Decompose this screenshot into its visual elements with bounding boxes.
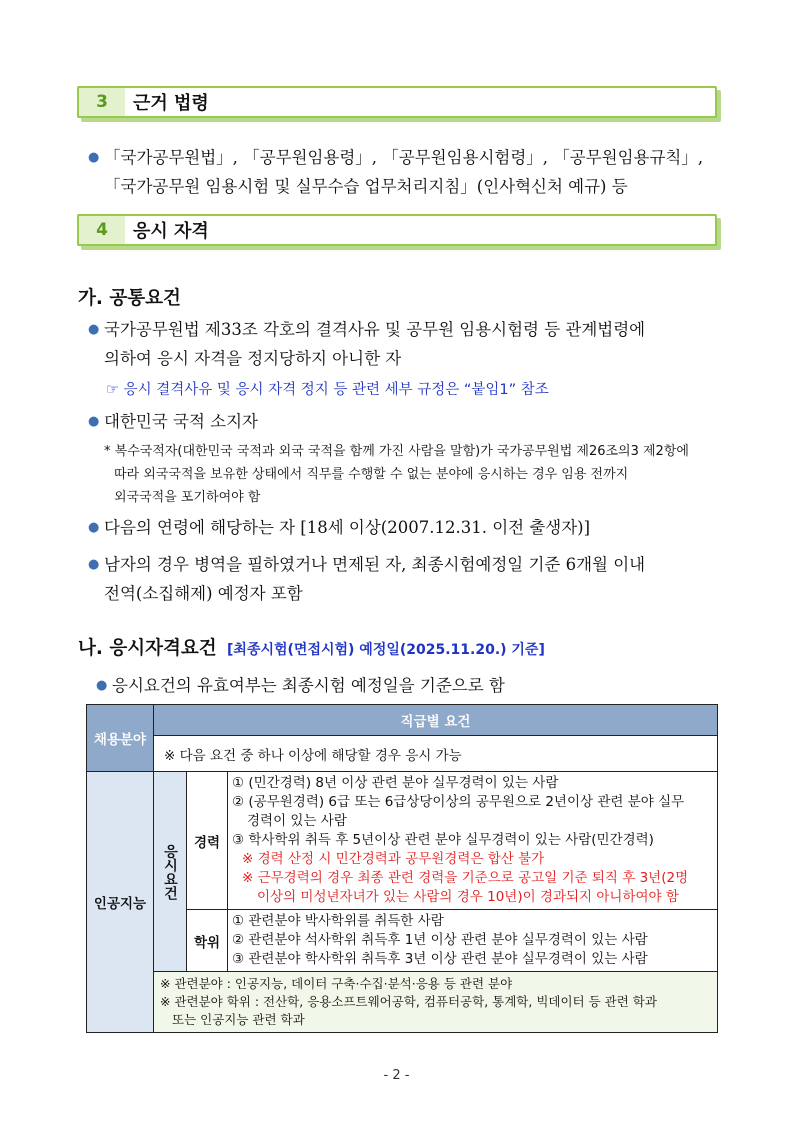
bullet-icon: ● [88, 150, 100, 165]
career-item: 경력이 있는 사람 [247, 813, 347, 829]
footnote: ※ 관련분야 학위 : 전산학, 응용소프트웨어공학, 컴퓨터공학, 통계학, 빅데이터 등 관련 학과 [160, 994, 657, 1009]
common-bullet-2 [88, 407, 258, 436]
common-b2: 대한민국 국적 소지자 [104, 412, 258, 431]
note-line-2: 따라 외국국적을 보유한 상태에서 직무를 수행할 수 없는 분야에 응시하는 경우 임용 전까지 [114, 467, 629, 482]
career-item: ③ 학사학위 취득 후 5년이상 관련 분야 실무경력이 있는 사람(민간경력) [232, 832, 654, 848]
note-line-1: * 복수국적자(대한민국 국적과 외국 국적을 함께 가진 사람을 말함)가 국가공무원법 제26조의3 제2항에 [104, 444, 689, 459]
note-line-3: 외국국적을 포기하여야 함 [114, 490, 261, 505]
requirements-intro: ※ 다음 요건 중 하나 이상에 해당할 경우 응시 가능 [154, 736, 718, 772]
career-label: 경력 [187, 772, 228, 910]
laws-bullet [88, 143, 704, 201]
career-note: 이상의 미성년자녀가 있는 사람의 경우 10년)이 경과되지 아니하여야 함 [257, 889, 679, 905]
section-title: 응시 자격 [133, 221, 209, 242]
qualification-title: 나. 응시자격요건 [78, 638, 217, 659]
bullet-icon: ● [88, 322, 100, 337]
career-item: ① (민간경력) 8년 이상 관련 분야 실무경력이 있는 사람 [232, 775, 559, 791]
bullet-icon: ● [88, 557, 100, 572]
footnote: ※ 관련분야 : 인공지능, 데이터 구축·수집·분석·응용 등 관련 분야 [160, 976, 513, 991]
section-title: 근거 법령 [133, 93, 209, 114]
qualification-bullet-text: 응시요건의 유효여부는 최종시험 예정일을 기준으로 함 [112, 676, 505, 695]
section-heading-eligibility [77, 214, 717, 246]
degree-requirements [228, 910, 718, 972]
section-number: 3 [79, 88, 125, 116]
table-footnotes [154, 972, 718, 1033]
career-requirements [228, 772, 718, 910]
degree-item: ① 관련분야 박사학위를 취득한 사람 [232, 913, 444, 929]
section-number: 4 [79, 216, 125, 244]
requirement-label-text: 응시요건 [162, 843, 178, 900]
common-b4-line-1: 남자의 경우 병역을 필하였거나 면제된 자, 최종시험예정일 기준 6개월 이내 [104, 555, 646, 574]
requirement-label [154, 772, 187, 972]
common-b3: 다음의 연령에 해당하는 자 [18세 이상(2007.12.31. 이전 출생자)] [104, 518, 591, 537]
reference-note: ☞ 응시 결격사유 및 응시 자격 정지 등 관련 세부 규정은 “붙임1” 참조 [106, 382, 549, 398]
career-item: ② (공무원경력) 6급 또는 6급상당이상의 공무원으로 2년이상 관련 분야 실무 [232, 794, 685, 810]
common-b4-line-2: 전역(소집해제) 예정자 포함 [104, 584, 303, 603]
requirements-table [86, 704, 718, 1033]
common-bullet-1 [88, 315, 646, 373]
career-note: ※ 경력 산정 시 민간경력과 공무원경력은 합산 불가 [242, 851, 545, 867]
laws-line-1: 「국가공무원법」, 「공무원임용령」, 「공무원임용시험령」, 「공무원임용규칙」, [104, 148, 704, 167]
col-header-field: 채용분야 [87, 705, 154, 772]
dual-nationality-note [104, 440, 689, 509]
common-heading: 가. 공통요건 [78, 288, 181, 309]
page-number: - 2 - [383, 1068, 410, 1083]
bullet-icon: ● [88, 520, 100, 535]
common-bullet-3 [88, 513, 591, 542]
field-name: 인공지능 [87, 772, 154, 1033]
degree-label: 학위 [187, 910, 228, 972]
section-heading-laws [77, 86, 717, 118]
qualification-heading [78, 634, 545, 660]
bullet-icon: ● [88, 414, 100, 429]
laws-line-2: 「국가공무원 임용시험 및 실무수습 업무처리지침」(인사혁신처 예규) 등 [104, 177, 628, 196]
qualification-bullet [96, 671, 505, 700]
col-header-requirements: 직급별 요건 [154, 705, 718, 736]
common-b1-line-1: 국가공무원법 제33조 각호의 결격사유 및 공무원 임용시험령 등 관계법령에 [104, 320, 646, 339]
footnote: 또는 인공지능 관련 학과 [172, 1012, 305, 1027]
degree-item: ② 관련분야 석사학위 취득후 1년 이상 관련 분야 실무경력이 있는 사람 [232, 932, 648, 948]
degree-item: ③ 관련분야 학사학위 취득후 3년 이상 관련 분야 실무경력이 있는 사람 [232, 951, 648, 967]
qualification-date-note: [최종시험(면접시험) 예정일(2025.11.20.) 기준] [227, 642, 545, 658]
common-b1-line-2: 의하여 응시 자격을 정지당하지 아니한 자 [104, 349, 402, 368]
bullet-icon: ● [96, 678, 108, 693]
common-bullet-4 [88, 550, 646, 608]
career-note: ※ 근무경력의 경우 최종 관련 경력을 기준으로 공고일 기준 퇴직 후 3년(2명 [242, 870, 689, 886]
